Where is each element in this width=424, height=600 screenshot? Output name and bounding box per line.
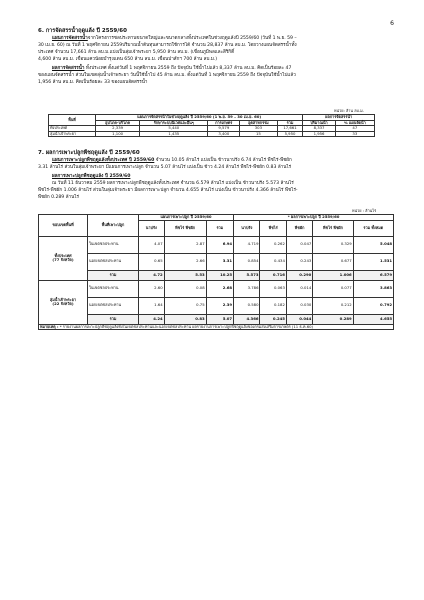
table1-subheader: รวม xyxy=(277,120,303,126)
table-cell: 1,100 xyxy=(96,131,140,137)
table1-subheader: รักษาระบบนิเวศและอื่นๆ xyxy=(140,120,208,126)
table-cell: 0.182 xyxy=(260,297,286,314)
table-cell: 2.66 xyxy=(164,253,206,270)
allocation-result-line: ทั้งประเทศ ตั้งแต่วันที่ 1 พฤศจิกายน 2559 ถึง ปัจจุบัน ใช้น้ำไปแล้ว 8,337 ล้าน ลบ.ม. คิดเป็นร้อยละ 47 xyxy=(84,66,292,71)
table-row xyxy=(49,131,375,137)
planting-result-line: พืชไร่-พืชผัก 1.006 ล้านไร่ ส่วนในลุ่มเจ้าพระยา มีผลการเพาะปลูก จำนวน 4.655 ล้านไร่ แบ่งเป็น ข้าวนาปรัง 4.366 ล้านไร่ พืชไร่- xyxy=(38,188,298,193)
planting-result-line: พืชผัก 0.289 ล้านไร่ xyxy=(38,195,80,200)
table2-subheader: พืชผัก xyxy=(185,224,196,230)
table-note-row xyxy=(39,324,394,330)
table-row xyxy=(39,280,394,297)
region-sub: (22 จังหวัด) xyxy=(52,301,74,307)
planting-plan-paragraph xyxy=(38,157,393,164)
row-type: ในเขตชลประทาน xyxy=(88,280,139,297)
table2-subheader: พืชไร่ xyxy=(175,224,185,230)
table-cell: 5,950 xyxy=(277,131,303,137)
planting-result-label: ผลการเพาะปลูกพืชฤดูแล้ง ปี 2559/60 xyxy=(52,174,131,179)
table-cell: 2.87 xyxy=(164,236,206,253)
table2-header-plan: แผนการเพาะปลูก ปี 2559/60 xyxy=(139,215,234,221)
table-cell: 0.65 xyxy=(139,253,165,270)
table-cell: 0.792 xyxy=(353,297,393,314)
region-sub: (77 จังหวัด) xyxy=(52,257,74,263)
table-cell: 1.531 xyxy=(353,253,393,270)
table2-header-area: ขอบเขตพื้นที่ xyxy=(39,215,88,237)
allocation-plan-line: 4,600 ล้าน ลบ.ม. เขื่อนแควน้อยบำรุงแดน 650 ล้าน ลบ.ม. เขื่อนป่าสักฯ 700 ล้าน ลบ.ม.) xyxy=(38,57,218,62)
table-cell: 5.07 xyxy=(206,314,233,324)
table-cell: 0.329 xyxy=(313,236,353,253)
table-cell: 2.68 xyxy=(206,280,233,297)
table2-unit: หน่วย : ล้านไร่ xyxy=(352,208,377,213)
table-row xyxy=(39,236,394,253)
allocation-plan-label: แผนการจัดสรรน้ำ xyxy=(52,36,88,41)
table-cell: 4.24 xyxy=(139,314,165,324)
planting-result-table xyxy=(38,214,394,330)
allocation-result-label: ผลการจัดสรรน้ำ xyxy=(52,66,85,71)
table-cell: 3.786 xyxy=(234,280,260,297)
table2-subheader: นาปรัง xyxy=(234,220,260,236)
table-cell: 5.048 xyxy=(353,236,393,253)
table-cell: 0.580 xyxy=(234,297,260,314)
table-total-row xyxy=(39,314,394,324)
table-cell: 5.53 xyxy=(164,270,206,280)
table2-subheader: นาปรัง xyxy=(139,220,165,236)
region-label xyxy=(39,236,88,280)
total-label: รวม xyxy=(88,270,139,280)
table-cell: 0.677 xyxy=(313,253,353,270)
table-cell: 0.077 xyxy=(313,280,353,297)
section-7-heading: 7. ผลการเพาะปลูกพืชฤดูแล้ง ปี 2559/60 xyxy=(38,150,140,156)
allocation-plan-paragraph xyxy=(38,35,393,42)
table2-subheader: รวม xyxy=(206,220,233,236)
table-cell: 0.245 xyxy=(260,314,286,324)
section-6 xyxy=(38,28,393,86)
allocation-plan-line: จากโครงการชลประทานขนาดใหญ่และขนาดกลางทั้งประเทศในช่วงฤดูแล้งปี 2559/60 (วันที่ 1 พ.ย. 59 – xyxy=(87,36,297,41)
table-cell: 3,400 xyxy=(208,131,240,137)
table-cell: 1,435 xyxy=(140,131,208,137)
table-cell: 4.366 xyxy=(234,314,260,324)
table-cell: 8,337 xyxy=(303,126,335,132)
planting-plan-line: 3.31 ล้านไร่ ส่วนในลุ่มเจ้าพระยา มีแผนการเพาะปลูก จำนวน 5.07 ล้านไร่ แบ่งเป็น ข้าว 4.24 ล้านไร่ พืชไร่-พืชผัก 0.83 ล้านไร่ xyxy=(38,165,292,170)
table-cell: 0.75 xyxy=(164,297,206,314)
table-row xyxy=(39,297,394,314)
table1-subheader: อุปโภค-บริโภค xyxy=(96,120,140,126)
planting-plan-line: จำนวน 10.05 ล้านไร่ แบ่งเป็น ข้าวนาปรัง 6.74 ล้านไร่ พืชไร่-พืชผัก xyxy=(154,158,292,163)
table-cell: 0.044 xyxy=(286,314,312,324)
table-cell: 3.31 xyxy=(206,253,233,270)
table-cell: 303 xyxy=(240,126,277,132)
table-cell: 4.719 xyxy=(234,236,260,253)
row-type: นอกเขตชลประทาน xyxy=(88,253,139,270)
table-cell: 0.08 xyxy=(164,280,206,297)
table-cell: 2,339 xyxy=(96,126,140,132)
table-cell: 15 xyxy=(240,131,277,137)
table2-header-result: * ผลการเพาะปลูก ปี 2559/60 xyxy=(234,215,394,221)
table-note-label: หมายเหตุ : xyxy=(40,323,59,329)
allocation-result-paragraph xyxy=(38,65,393,72)
table-note-text: * รายงานผลการเพาะปลูกพืชฤดูแล้งทั้งในเขตชลประทานและนอกเขตชลประทาน ผลรายงานการเพาะปลูกพืชฤดูแล้งของกรมส่งเสริมการเกษตร (11 ธ.ค.60) xyxy=(59,323,314,329)
table-total-row xyxy=(39,270,394,280)
table2-subheader: พืชไร่ xyxy=(260,220,286,236)
water-allocation-table xyxy=(48,114,375,137)
table-cell: 0.063 xyxy=(260,280,286,297)
section-6-heading: 6. การจัดสรรน้ำฤดูแล้ง ปี 2559/60 xyxy=(38,28,127,34)
table-cell: 1,956 xyxy=(303,131,335,137)
table-cell: 0.716 xyxy=(260,270,286,280)
table1-subheader: ปริมาณน้ำ xyxy=(303,120,335,126)
table-cell: 2.60 xyxy=(139,280,165,297)
row-label: ลุ่มน้ำเจ้าพระยา xyxy=(49,131,96,137)
table2-subheader xyxy=(164,220,206,236)
allocation-plan-line: 30 เม.ย. 60) ณ วันที่ 1 พฤศจิกายน 2559ปริมาณน้ำต้นทุนสามารถใช้การได้ จำนวน 28,837 ล้าน ลบ.ม. โดยวางแผนจัดสรรน้ำทั้ง xyxy=(38,43,297,48)
table-cell: 4.655 xyxy=(353,314,393,324)
page-number: 6 xyxy=(390,20,394,27)
table1-subheader: การเกษตร xyxy=(208,120,240,126)
planting-plan-label: แผนการเพาะปลูกพืชฤดูแล้งทั้งประเทศ ปี 2559/60 xyxy=(52,158,155,163)
table-cell: 33 xyxy=(335,131,374,137)
table-cell: 0.014 xyxy=(286,280,312,297)
table-cell: 0.243 xyxy=(286,253,312,270)
table-cell: 0.434 xyxy=(260,253,286,270)
table1-subheader: % แผนจัดน้ำ xyxy=(335,120,374,126)
table-cell: 2.39 xyxy=(206,297,233,314)
table-cell: 0.854 xyxy=(234,253,260,270)
table-cell: 4.72 xyxy=(139,270,165,280)
table-cell: 47 xyxy=(335,126,374,132)
table-cell: 1.64 xyxy=(139,297,165,314)
table-cell: 5.573 xyxy=(234,270,260,280)
allocation-result-line: ของแผนจัดสรรน้ำ ส่วนในเขตลุ่มน้ำเจ้าพระยา วันนี้ใช้น้ำไป 45 ล้าน ลบ.ม. ตั้งแต่วันที่ 1 พฤศจิกายน 2559 ถึง ปัจจุบันใช้น้ำไปแล้ว xyxy=(38,73,296,78)
table-cell: 0.047 xyxy=(286,236,312,253)
table-cell: 17,661 xyxy=(277,126,303,132)
table2-subheader: รวม ทั้งหมด xyxy=(353,220,393,236)
table-cell: 0.212 xyxy=(313,297,353,314)
total-label: รวม xyxy=(88,314,139,324)
table-cell: 5,440 xyxy=(140,126,208,132)
region-name: ทั้งประเทศ xyxy=(54,252,72,258)
table1-subheader: อุตสาหกรรม xyxy=(240,120,277,126)
planting-result-line: ณ วันที่ 11 ธันวาคม 2559 ผลการเพาะปลูกพืชฤดูแล้งทั้งประเทศ จำนวน 6.579 ล้านไร่ แบ่งเป็น ข้าวนาปรัง 5.573 ล้านไร่ xyxy=(52,181,294,186)
region-label xyxy=(39,280,88,324)
table-cell: 1.006 xyxy=(313,270,353,280)
table1-unit: หน่วย: ล้าน ลบ.ม. xyxy=(334,108,364,113)
table1-header-result: ผลการจัดสรรน้ำ xyxy=(303,115,375,121)
table-cell: 6.579 xyxy=(353,270,393,280)
table2-subheader: พืชผัก xyxy=(286,220,312,236)
planting-result-heading-row xyxy=(38,173,393,180)
table2-subheader: พืชไร่ พืชผัก xyxy=(313,220,353,236)
table-cell: 0.83 xyxy=(164,314,206,324)
table-cell: 10.25 xyxy=(206,270,233,280)
section-7 xyxy=(38,150,393,201)
row-type: ในเขตชลประทาน xyxy=(88,236,139,253)
row-label: ทั้งประเทศ xyxy=(49,126,96,132)
table-cell: 0.290 xyxy=(286,270,312,280)
row-type: นอกเขตชลประทาน xyxy=(88,297,139,314)
allocation-result-line: 1,956 ล้าน ลบ.ม. คิดเป็นร้อยละ 33 ของแผนจัดสรรน้ำ xyxy=(38,80,148,85)
table1-header-plan: แผนการจัดสรรน้ำในช่วงฤดูแล้ง ปี 2559/60 (1 พ.ย. 59 – 30 เม.ย. 60) xyxy=(96,115,303,121)
table-note xyxy=(39,324,394,330)
table-cell: 9,579 xyxy=(208,126,240,132)
table-cell: 0.262 xyxy=(260,236,286,253)
table-cell: 4.07 xyxy=(139,236,165,253)
table-row xyxy=(39,253,394,270)
table-cell: 3.863 xyxy=(353,280,393,297)
table2-header-type: พื้นที่เพาะปลูก xyxy=(88,215,139,237)
allocation-plan-line: ประเทศ จำนวน 17,661 ล้าน ลบ.ม.แบ่งเป็นลุ่มเจ้าพระยา 5,950 ล้าน ลบ.ม. (เขื่อนภูมิพลและสิริกิติ์ xyxy=(38,50,235,55)
table-cell: 0.030 xyxy=(286,297,312,314)
table1-header-area: พื้นที่ xyxy=(49,115,96,126)
table-cell: 0.289 xyxy=(313,314,353,324)
table-cell: 6.94 xyxy=(206,236,233,253)
region-name: ลุ่มน้ำเจ้าพระยา xyxy=(49,296,77,302)
